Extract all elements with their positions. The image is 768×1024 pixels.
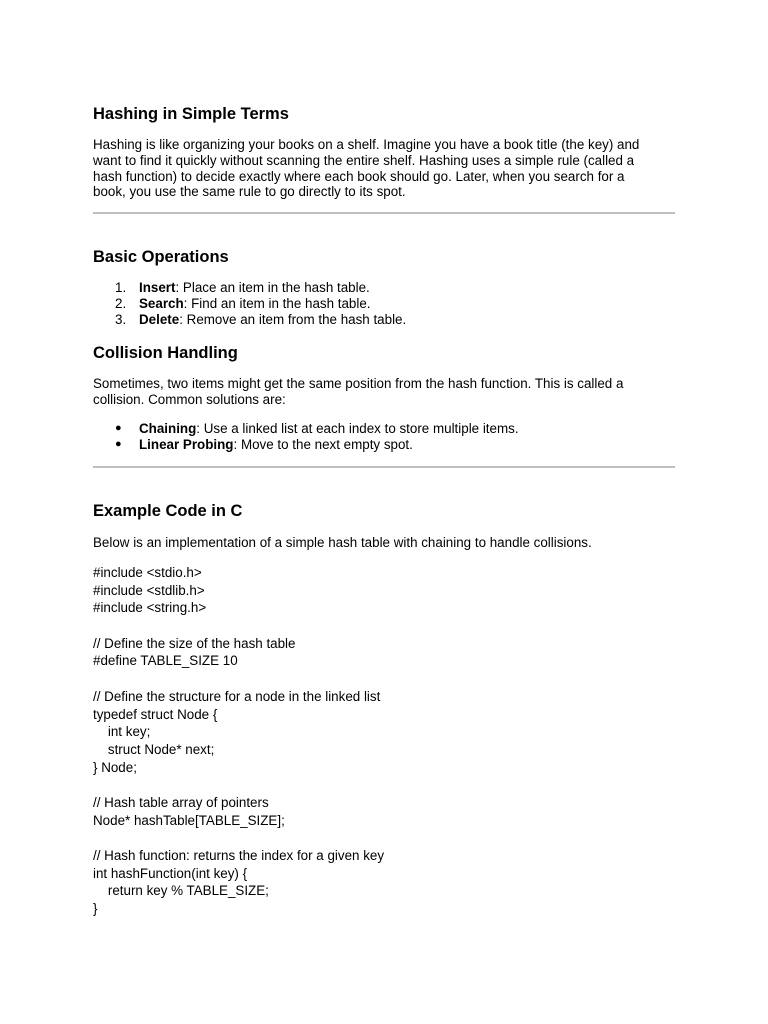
code-line: // Hash function: returns the index for a given key <box>93 848 385 863</box>
list-item-term: Linear Probing <box>139 436 234 452</box>
list-item <box>93 437 675 453</box>
paragraph-line: book, you use the same rule to go directly to its spot. <box>93 184 406 200</box>
list-item <box>93 296 675 312</box>
list-item-term: Delete <box>139 311 180 327</box>
section-divider <box>93 466 675 468</box>
section-example-code <box>93 501 675 521</box>
paragraph-line: Below is an implementation of a simple hash table with chaining to handle collisions. <box>93 535 592 550</box>
list-item-term: Chaining <box>139 421 197 436</box>
paragraph-line: want to find it quickly without scanning the entire shelf. Hashing uses a simple rule (called a <box>93 152 635 168</box>
section-heading: Basic Operations <box>93 248 229 266</box>
collision-paragraph <box>93 376 675 408</box>
code-line: #include <stdio.h> <box>93 565 202 580</box>
list-number: 3. <box>115 311 127 327</box>
code-line <box>93 776 675 794</box>
code-line: #include <string.h> <box>93 600 207 616</box>
section-heading: Hashing in Simple Terms <box>93 105 289 123</box>
paragraph-line: Hashing is like organizing your books on a shelf. Imagine you have a book title (the key) and <box>93 137 640 152</box>
code-line: typedef struct Node { <box>93 706 218 722</box>
paragraph-line: collision. Common solutions are: <box>93 391 286 407</box>
list-item-desc: : Place an item in the hash table. <box>175 280 370 295</box>
collision-solutions-list <box>93 421 675 453</box>
code-line: Node* hashTable[TABLE_SIZE]; <box>93 812 285 828</box>
code-line <box>93 670 675 688</box>
code-line <box>93 829 675 847</box>
list-item <box>93 421 675 437</box>
section-basic-operations <box>93 247 675 267</box>
list-item-term: Insert <box>139 280 176 295</box>
section-heading: Collision Handling <box>93 344 238 362</box>
code-line: #define TABLE_SIZE 10 <box>93 653 238 669</box>
paragraph-line: Sometimes, two items might get the same position from the hash function. This is called a <box>93 376 624 391</box>
section-hashing-intro <box>93 104 675 124</box>
code-line: // Define the size of the hash table <box>93 635 296 651</box>
code-line <box>93 617 675 635</box>
list-item-desc: : Find an item in the hash table. <box>183 295 371 311</box>
list-number: 1. <box>115 280 127 295</box>
list-item <box>93 312 675 328</box>
list-item <box>93 280 675 296</box>
list-number: 2. <box>115 295 127 311</box>
section-heading: Example Code in C <box>93 502 243 520</box>
code-line: // Define the structure for a node in the linked list <box>93 688 381 704</box>
list-item-desc: : Remove an item from the hash table. <box>179 311 407 327</box>
paragraph-line: hash function) to decide exactly where each book should go. Later, when you search for a <box>93 168 625 184</box>
code-intro-paragraph <box>93 535 675 551</box>
section-collision-handling <box>93 343 675 363</box>
list-item-term: Search <box>139 295 184 311</box>
code-line: int hashFunction(int key) { <box>93 865 248 881</box>
bullet-icon: ● <box>115 422 122 434</box>
code-line: #include <stdlib.h> <box>93 582 205 598</box>
operations-list <box>93 280 675 327</box>
bullet-icon: ● <box>115 437 122 450</box>
code-line: } <box>93 901 98 917</box>
code-line: // Hash table array of pointers <box>93 794 269 810</box>
section-divider <box>93 212 675 214</box>
code-line: } Node; <box>93 759 137 775</box>
list-item-desc: : Move to the next empty spot. <box>233 436 413 452</box>
code-line: return key % TABLE_SIZE; <box>93 883 269 899</box>
code-line: int key; <box>93 724 151 740</box>
code-block <box>93 564 675 918</box>
intro-paragraph <box>93 137 675 200</box>
list-item-desc: : Use a linked list at each index to store multiple items. <box>196 421 519 436</box>
code-line: struct Node* next; <box>93 741 215 757</box>
